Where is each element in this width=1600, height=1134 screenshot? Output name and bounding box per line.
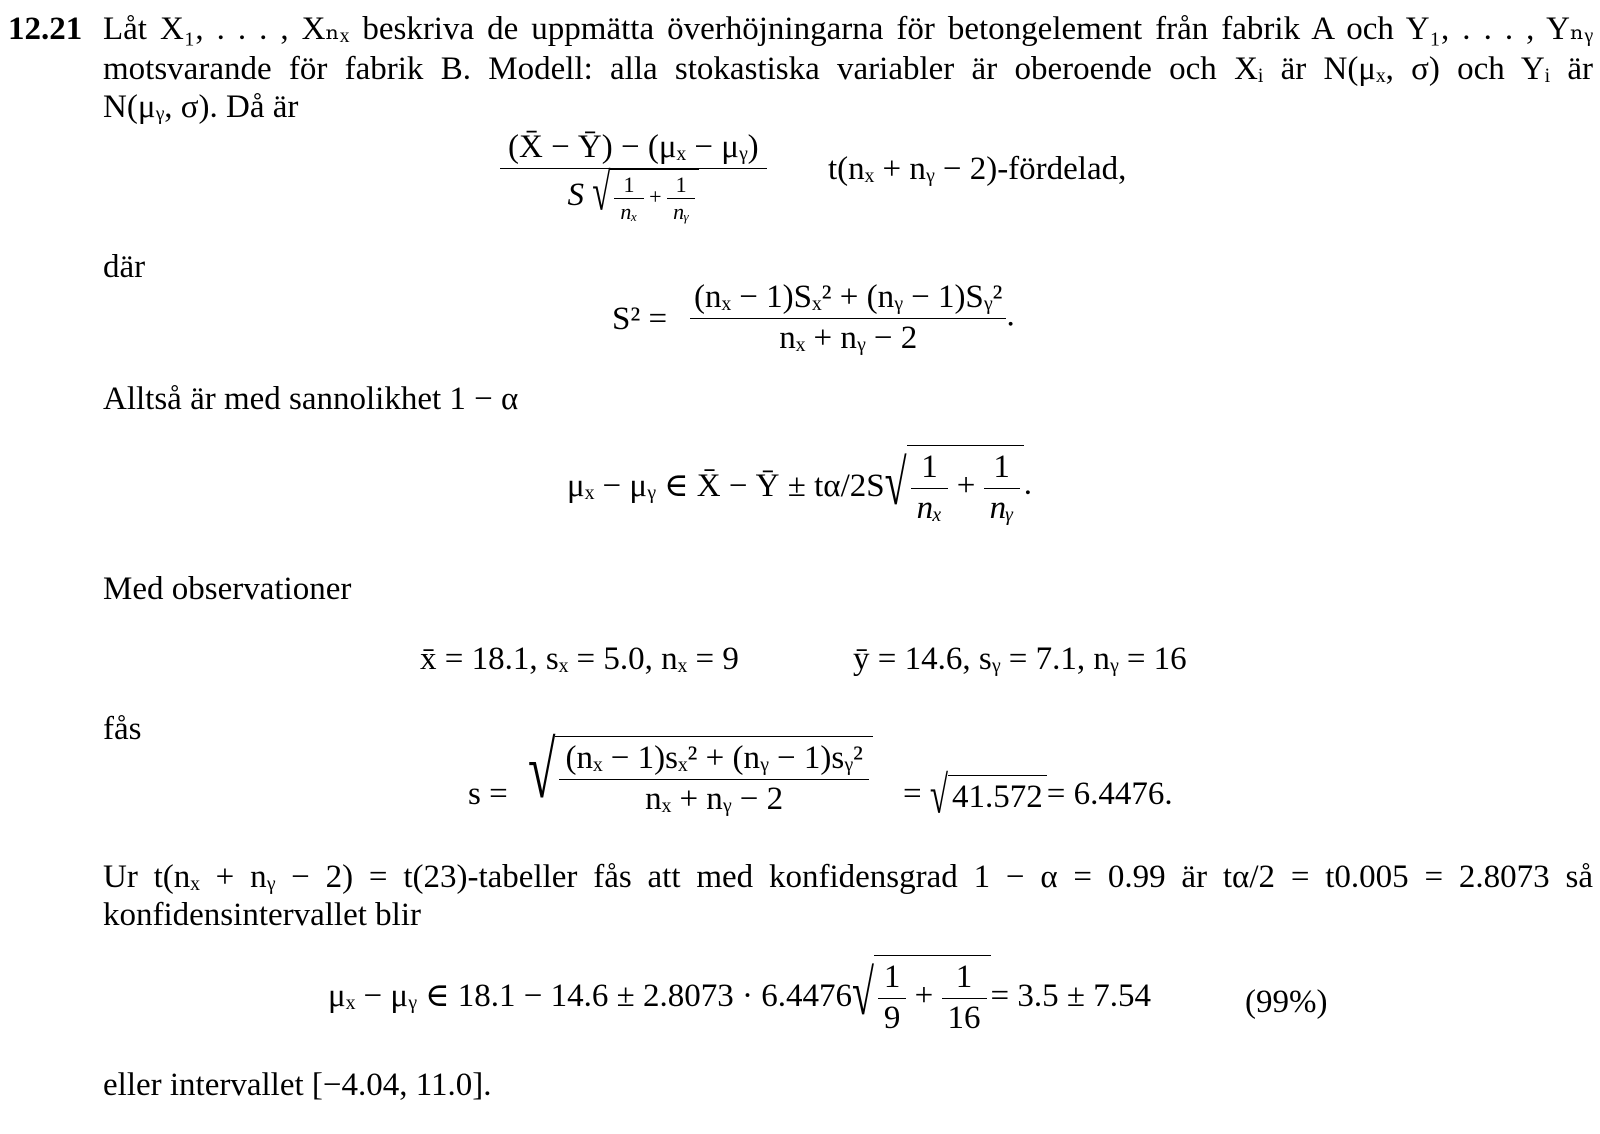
t-distribution-label: t(nₓ + nᵧ − 2)-fördelad, [828,151,1127,187]
frac-denominator: nᵧ [673,198,690,224]
t-statistic-fraction [500,128,767,225]
observations-x: x̄ = 18.1, sₓ = 5.0, nₓ = 9 [420,641,739,677]
s2-numerator: (nₓ − 1)Sₓ² + (nᵧ − 1)Sᵧ² [690,278,1006,319]
s2-lhs: S² = [612,301,668,337]
ci-lhs: μₓ − μᵧ ∈ X̄ − Ȳ ± tα/2S [567,467,885,504]
s-rhs-sqrt [929,767,1047,826]
final-frac-1-over-9 [878,958,907,1038]
sqrt-sign-icon: √ [884,445,907,518]
frac-numerator: 1 [667,172,695,199]
s-rhs [903,767,1173,826]
ci-sqrt: √ $\frac{1}{\text{nₓ}}$ + $\frac{1}{\text{nᵧ}}$ [885,445,1024,528]
problem-number: 12.21 [8,11,83,47]
frac-1-over-ny [667,172,695,226]
s2-denominator: nₓ + nᵧ − 2 [779,319,918,356]
intro-line-3: N(μᵧ, σ). Då är [103,89,299,125]
frac-numerator: 1 [878,958,907,999]
denominator-s: S [567,176,585,213]
fas-text: fås [103,711,142,747]
frac-denominator: 16 [947,999,981,1036]
dar-text: där [103,249,146,285]
frac-denominator: nᵧ [989,489,1014,526]
final-rhs: = 3.5 ± 7.54 [990,977,1152,1014]
intro-line-1: Låt X₁, . . . , Xₙₓ beskriva de uppmätta överhöjningarna för betongelement från fabrik A och Y₁, . . . , Yₙᵧ [103,11,1593,47]
sqrt-sign-icon: √ [851,955,874,1028]
final-interval-formula [328,955,1151,1038]
s-denominator: nₓ + nᵧ − 2 [645,780,784,817]
sqrt-sign-icon: √ [929,767,948,826]
intro-line-2: motsvarande för fabrik B. Modell: alla stokastiska variabler är oberoende och Xᵢ är N(μₓ, σ) och Yᵢ är [103,51,1593,87]
t-statistic-denominator [500,164,767,226]
s2-period: . [1006,297,1015,334]
ci-frac-1-over-ny [984,448,1020,528]
med-observationer-text: Med observationer [103,571,352,607]
ur-line-1: Ur t(nₓ + nᵧ − 2) = t(23)-tabeller fås att med konfidensgrad 1 − α = 0.99 är tα/2 = t0.005 = 2.8073 så [103,859,1593,895]
frac-numerator: 1 [911,448,949,489]
s-lhs: s = [468,776,508,812]
s-sqrt-fraction [528,724,873,819]
final-sqrt: √ $\frac{1}{9}$ + $\frac{1}{16}$ [852,955,991,1038]
s-equals: = [903,776,922,812]
ci-period: . [1023,466,1032,503]
frac-numerator: 1 [942,958,987,999]
frac-denominator: nₓ [620,198,638,224]
s2-fraction [690,278,1015,358]
final-frac-1-over-16 [942,958,987,1038]
sqrt-term: √ $\frac{1}{\text{nₓ}}$ + $\frac{1}{\text{nᵧ}}$ [592,169,699,226]
sqrt-sign-icon: √ [592,164,611,222]
sqrt-sign-icon: √ [528,724,556,815]
ci-formula [567,445,1032,528]
confidence-level: (99%) [1245,984,1328,1020]
ci-frac-1-over-nx [911,448,949,528]
s-rhs-radicand: 41.572 [948,775,1047,818]
frac-denominator: nₓ [916,489,943,526]
t-statistic-equation [500,128,767,225]
alltsa-text: Alltså är med sannolikhet 1 − α [103,381,519,417]
frac-denominator: 9 [883,999,901,1036]
frac-numerator: 1 [984,448,1020,489]
s-result: = 6.4476. [1046,776,1173,812]
s-numerator: (nₓ − 1)sₓ² + (nᵧ − 1)sᵧ² [559,739,868,780]
t-statistic-numerator: (X̄ − Ȳ) − (μₓ − μᵧ) [500,128,767,169]
final-lhs: μₓ − μᵧ ∈ 18.1 − 14.6 ± 2.8073 · 6.4476 [328,977,852,1014]
conclusion-text: eller intervallet [−4.04, 11.0]. [103,1067,492,1103]
observations-y: ȳ = 14.6, sᵧ = 7.1, nᵧ = 16 [853,641,1187,677]
frac-numerator: 1 [614,172,643,199]
ur-line-2: konfidensintervallet blir [103,897,421,933]
frac-1-over-nx [614,172,643,226]
